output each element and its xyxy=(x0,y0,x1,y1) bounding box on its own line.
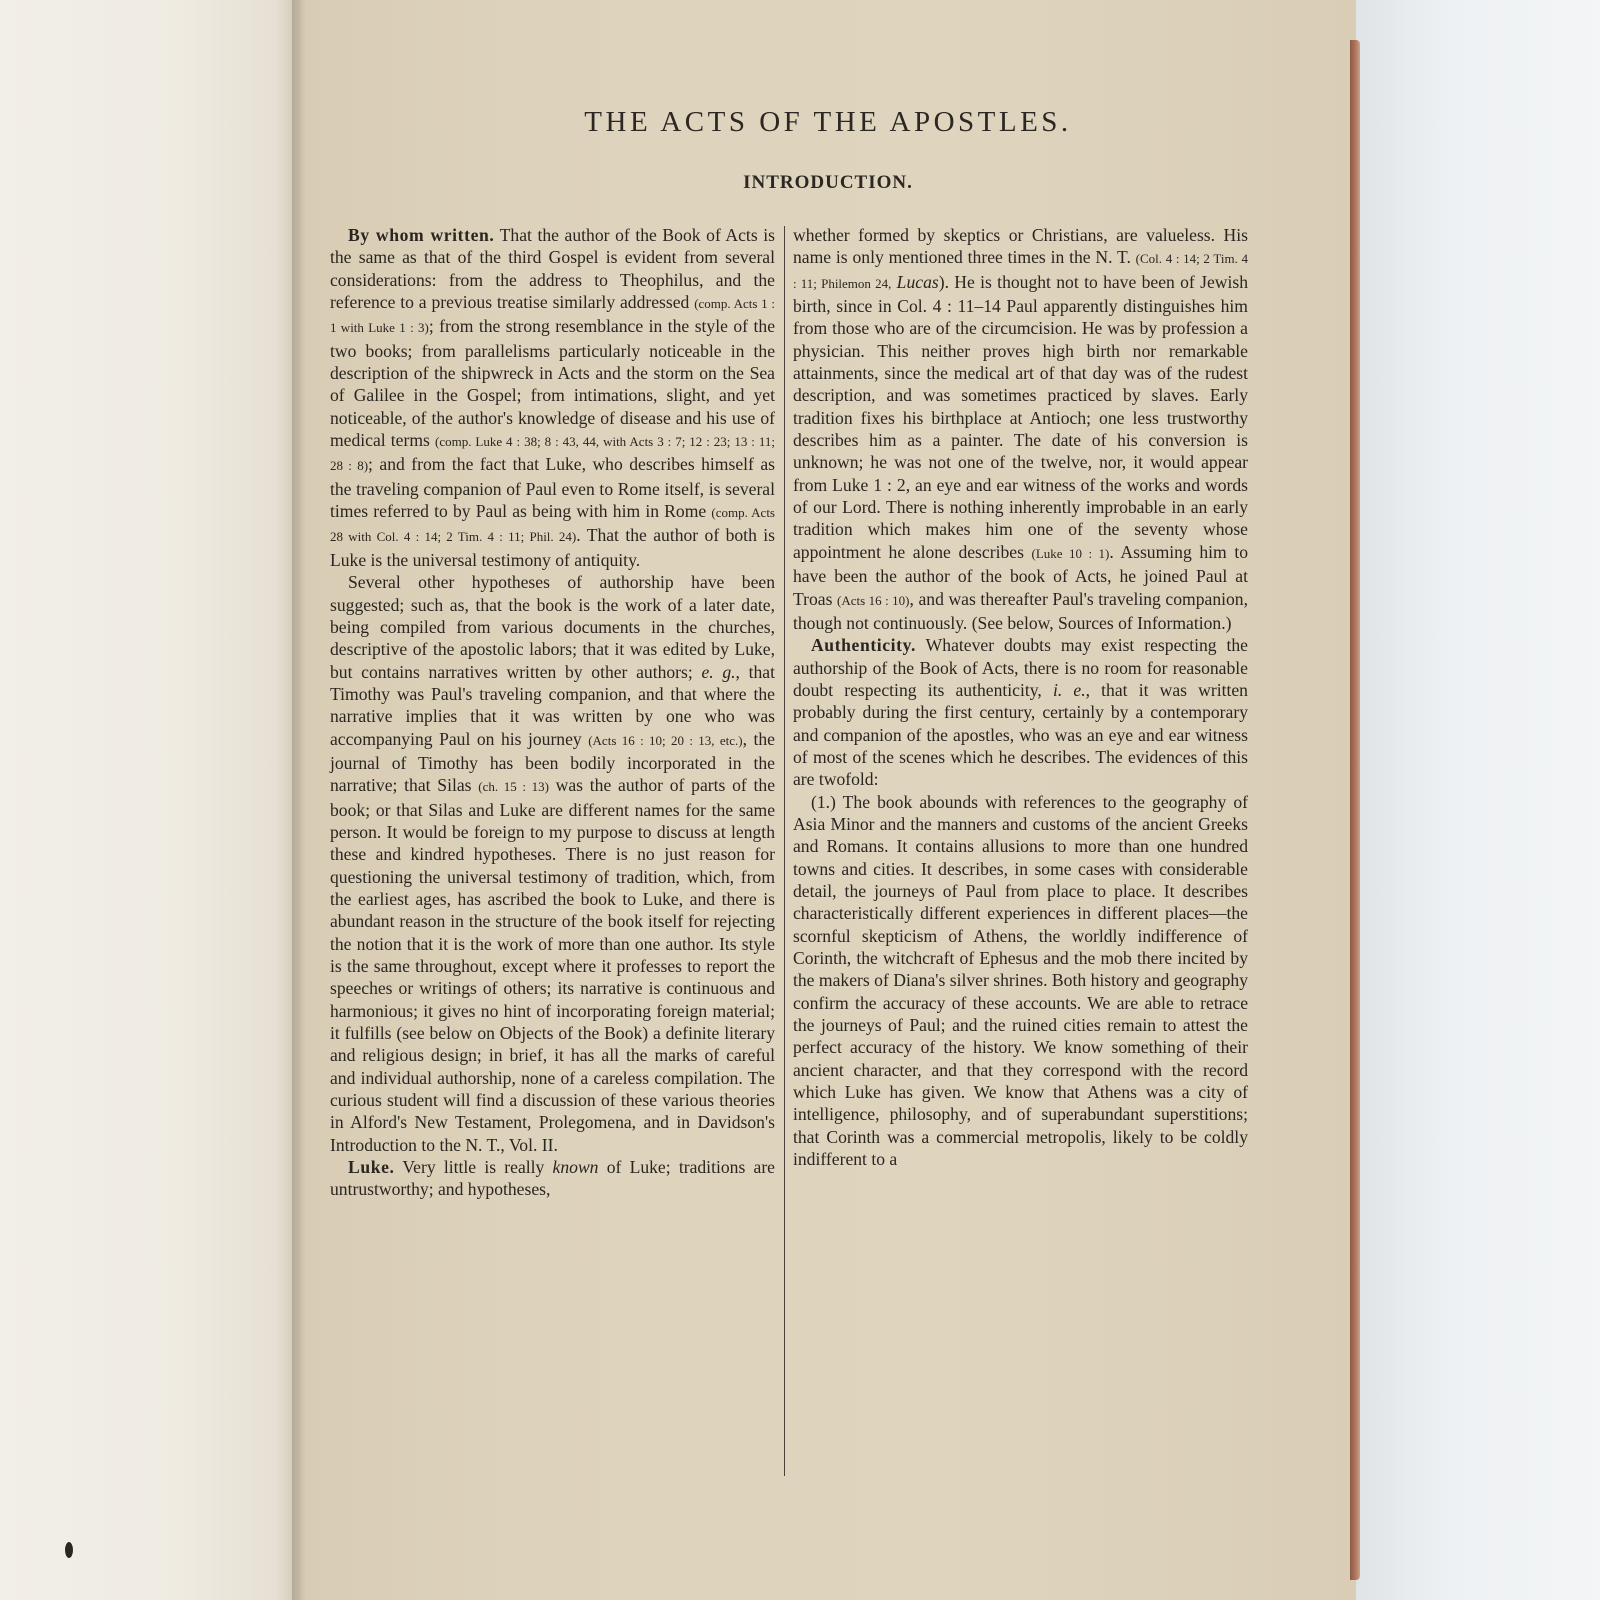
body-text: . That the author of both is Luke is the universal testimony of antiquity. xyxy=(330,525,775,570)
body-text: , that Timothy was Paul's traveling companion, and that where the narrative implies that it was written by one who was accompanying Paul on his journey xyxy=(330,661,775,749)
body-text: , and was thereafter Paul's traveling companion, though not continuously. (See below, Sources of Information.) xyxy=(793,588,1248,633)
column-divider xyxy=(784,226,785,1476)
scripture-reference: (Acts 16 : 10; 20 : 13, etc.) xyxy=(588,732,743,748)
body-text: ; from the strong resemblance in the style of the two books; from parallelisms particularly noticeable in the description of the shipwreck in Acts and the storm on the Sea of Galilee in the Gospel; from intimations, slight, and yet noticeable, of the author's knowledge of disease and his use of medical terms xyxy=(330,316,775,451)
body-text: ). He is thought not to have been of Jewish birth, since in Col. 4 : 11–14 Paul apparently distinguishes him from those who are of the circumcision. He was by profession a physician. This neither proves high birth nor remarkable attainments, since the medical art of that day was of the rudest description, and was sometimes practiced by slaves. Early tradition fixes his birthplace at Antioch; one less trustworthy describes him as a painter. The date of his conversion is unknown; he was not one of the twelve, nor, it would appear from Luke 1 : 2, an eye and ear witness of the works and words of our Lord. There is nothing inherently improbable in an early tradition which makes him one of the seventy whose appointment he alone describes xyxy=(793,271,1248,562)
page-title: THE ACTS OF THE APOSTLES. xyxy=(584,106,1072,138)
paragraph xyxy=(793,224,1248,634)
paragraph xyxy=(330,224,775,571)
scripture-reference: (comp. Acts 28 with Col. 4 : 14; 2 Tim. 4 : 11; Phil. 24) xyxy=(330,505,775,545)
body-text: was the author of parts of the book; or that Silas and Luke are different names for the same person. It would be foreign to my purpose to discuss at length these and kindred hypotheses. There is no just reason for questioning the universal testimony of tradition, which, from the earliest ages, has ascribed the book to Luke, and there is abundant reason in the structure of the book itself for rejecting the notion that it is the work of more than one author. Its style is the same throughout, except where it professes to report the speeches or writings of others; its narrative is continuous and harmonious; it gives no hint of incorporating foreign material; it fulfills (see below on Objects of the Book) a definite literary and religious design; in brief, it has all the marks of careful and individual authorship, none of a careless compilation. The curious student will find a discussion of these various theories in Alford's New Testament, Prolegomena, and in Davidson's Introduction to the N. T., Vol. II. xyxy=(330,775,776,1155)
scripture-reference: (Acts 16 : 10) xyxy=(837,592,910,608)
page-edge xyxy=(1350,40,1360,1580)
body-text: ; and from the fact that Luke, who describes himself as the traveling companion of Paul even to Rome itself, is several times referred to by Paul as being with him in Rome xyxy=(330,454,775,522)
paragraph xyxy=(330,571,775,1156)
paragraph xyxy=(793,634,1248,790)
section-heading: Authenticity. xyxy=(811,635,917,656)
paragraph xyxy=(793,791,1248,1171)
scripture-reference: (comp. Luke 4 : 38; 8 : 43, 44, with Acts 3 : 7; 12 : 23; 13 : 11; 28 : 8) xyxy=(330,434,775,474)
italic-text: i. e. xyxy=(1052,679,1086,700)
body-text: , that it was written probably during the first century, certainly by a contemporary and companion of the apostles, who was an eye and ear witness of most of the scenes which he describes. The evidences of this are twofold: xyxy=(793,679,1248,790)
scripture-reference: (comp. Acts 1 : 1 with Luke 1 : 3) xyxy=(330,296,776,336)
facing-blank-page xyxy=(0,0,300,1600)
section-subtitle: INTRODUCTION. xyxy=(743,172,913,193)
body-text: , the journal of Timothy has been bodily incorporated in the narrative; that Silas xyxy=(330,728,775,796)
body-text: Several other hypotheses of authorship have been suggested; such as, that the book is the work of a later date, being compiled from various documents in the churches, descriptive of the apostolic labors; that it was edited by Luke, but contains narratives written by other authors; xyxy=(330,572,775,682)
italic-text: e. g. xyxy=(701,661,736,682)
italic-text: Lucas xyxy=(896,271,939,292)
body-text: . Assuming him to have been the author of the book of Acts, he joined Paul at Troas xyxy=(793,541,1248,609)
section-heading: Luke. xyxy=(348,1157,395,1178)
body-text: of Luke; traditions are untrustworthy; and hypotheses, xyxy=(330,1157,775,1200)
scripture-reference: (Luke 10 : 1) xyxy=(1031,545,1110,561)
body-text: whether formed by skeptics or Christians, are valueless. His name is only mentioned three times in the N. T. xyxy=(793,225,1248,268)
left-text-column xyxy=(330,224,775,1484)
right-text-column xyxy=(793,224,1248,1484)
scripture-reference: (ch. 15 : 13) xyxy=(478,779,549,795)
spine-shadow xyxy=(292,0,306,1600)
body-text: Very little is really xyxy=(394,1157,553,1178)
body-text: Whatever doubts may exist respecting the authorship of the Book of Acts, there is no room for reasonable doubt respecting its authenticity, xyxy=(793,635,1248,700)
italic-text: known xyxy=(552,1157,599,1178)
ink-mark xyxy=(65,1542,73,1558)
scripture-reference: (Col. 4 : 14; 2 Tim. 4 : 11; Philemon 24, xyxy=(793,251,1248,291)
body-text: (1.) The book abounds with references to the geography of Asia Minor and the manners and customs of the ancient Greeks and Romans. It contains allusions to more than one hundred towns and cities. It describes, in some cases with considerable detail, the journeys of Paul from place to place. It describes characteristically different experiences in different places—the scornful skepticism of Athens, the worldly indifference of Corinth, the witchcraft of Ephesus and the mob there incited by the makers of Diana's silver shrines. Both history and geography confirm the accuracy of these accounts. We are able to retrace the journeys of Paul; and the ruined cities remain to attest the perfect accuracy of the history. We know something of their ancient character, and that they correspond with the record which Luke has given. We know that Athens was a city of intelligence, philosophy, and of superabundant superstitions; that Corinth was a commercial metropolis, likely to be coldly indifferent to a xyxy=(793,791,1248,1170)
section-heading: By whom written. xyxy=(348,225,495,245)
paragraph xyxy=(330,1156,775,1201)
body-text: That the author of the Book of Acts is the same as that of the third Gospel is evident from several considerations: from the address to Theophilus, and the reference to a previous treatise similarly addressed xyxy=(330,225,775,313)
background-surface xyxy=(1350,0,1600,1600)
